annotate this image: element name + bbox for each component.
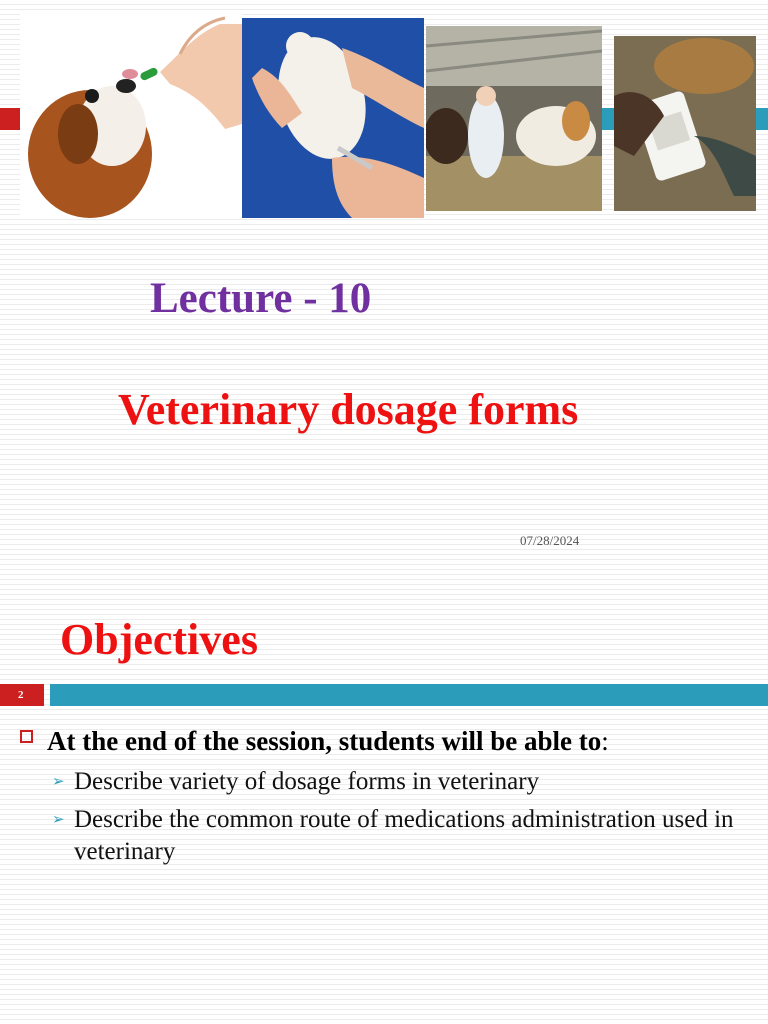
objective-text: Describe the common route of medications administration used in veterinary bbox=[74, 806, 734, 865]
slide-number: 2 bbox=[0, 684, 44, 706]
intro-text: At the end of the session, students will be able to bbox=[47, 726, 602, 756]
intro-bullet bbox=[20, 726, 760, 757]
livestock-drench-photo bbox=[614, 36, 756, 211]
objective-item bbox=[52, 804, 752, 868]
arrow-bullet-icon: ➢ bbox=[52, 812, 65, 828]
square-bullet-icon bbox=[20, 730, 33, 743]
rat-injection-photo bbox=[242, 18, 424, 218]
objective-item bbox=[52, 766, 752, 798]
intro-colon: : bbox=[601, 726, 609, 756]
objectives-slide bbox=[0, 580, 768, 1024]
objectives-title: Objectives bbox=[60, 615, 258, 664]
header-teal-bar bbox=[50, 684, 768, 706]
slide-title: Veterinary dosage forms bbox=[118, 385, 579, 434]
cattle-barn-photo bbox=[426, 26, 602, 211]
arrow-bullet-icon: ➢ bbox=[52, 774, 65, 790]
lecture-number: Lecture - 10 bbox=[150, 275, 372, 322]
dog-pill-photo bbox=[20, 14, 242, 218]
objective-text: Describe variety of dosage forms in veterinary bbox=[74, 768, 540, 795]
slide-date: 07/28/2024 bbox=[520, 533, 580, 548]
